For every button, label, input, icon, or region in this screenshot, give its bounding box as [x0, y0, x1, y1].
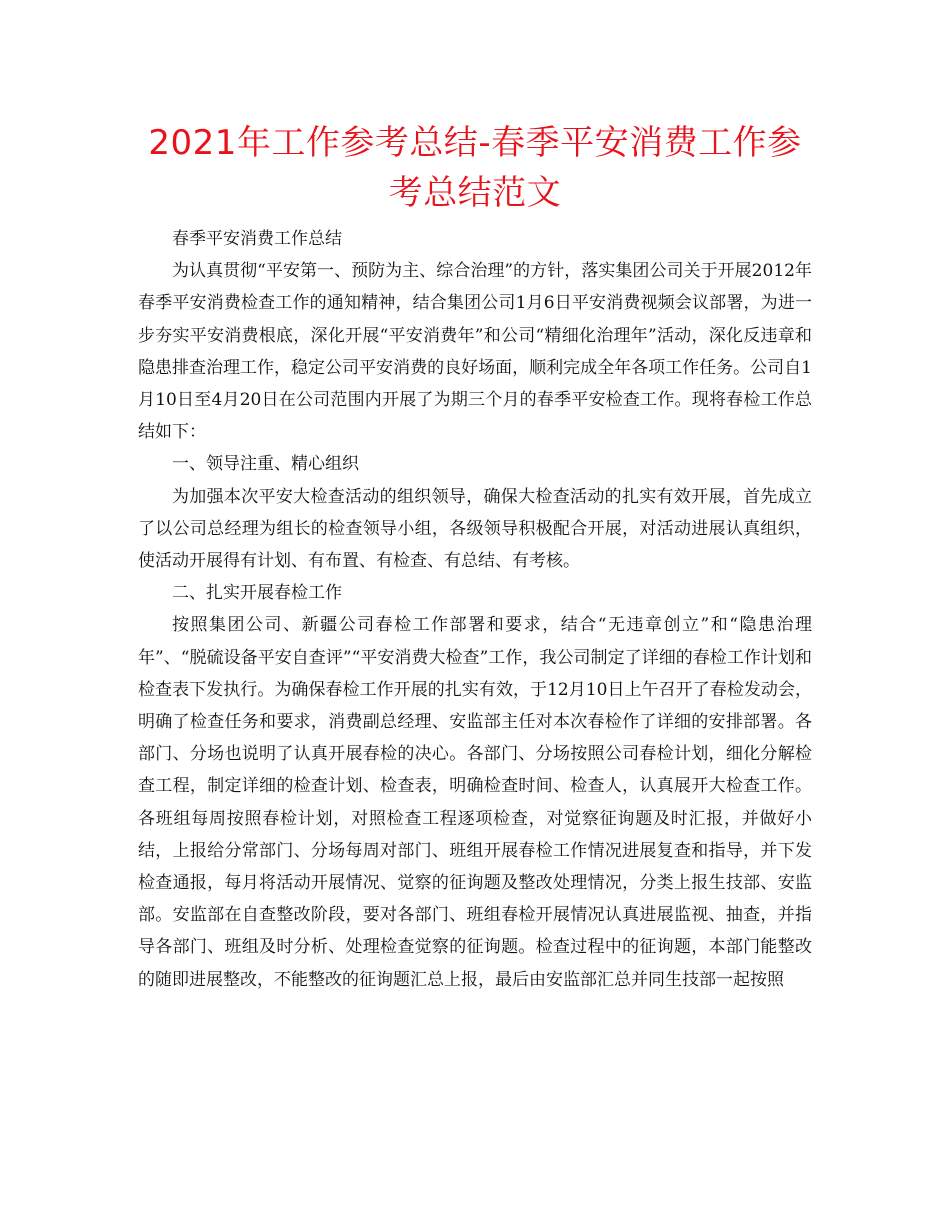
document-body	[138, 223, 812, 996]
section-heading-1: 一、领导注重、精心组织	[172, 454, 359, 475]
paragraph-intro: 为认真贯彻“平安第一、预防为主、综合治理”的方针，落实集团公司关于开展2012年春季平安消费检查工作的通知精神，结合集团公司1月6日平安消费视频会议部署，为进一步夯实平安消费根底，深化开展“平安消费年”和公司“精细化治理年”活动，深化反违章和隐患排查治理工作，稳定公司平安消费的良好场面，顺利完成全年各项工作任务。公司自1月10日至4月20日在公司范围内开展了为期三个月的春季平安检查工作。现将春检工作总结如下：	[138, 261, 812, 443]
document-title: 2021年工作参考总结-春季平安消费工作参考总结范文	[148, 123, 802, 213]
paragraph-section-2: 按照集团公司、新疆公司春检工作部署和要求，结合“无违章创立”和“隐患治理年”、“脱硫设备平安自查评”“平安消费大检查”工作，我公司制定了详细的春检工作计划和检查表下发执行。为确保春检工作开展的扎实有效，于12月10日上午召开了春检发动会，明确了检查任务和要求，消费副总经理、安监部主任对本次春检作了详细的安排部署。各部门、分场也说明了认真开展春检的决心。各部门、分场按照公司春检计划，细化分解检查工程，制定详细的检查计划、检查表，明确检查时间、检查人，认真展开大检查工作。各班组每周按照春检计划，对照检查工程逐项检查，对觉察征询题及时汇报，并做好小结，上报给分常部门、分场每周对部门、班组开展春检工作情况进展复查和指导，并下发检查通报，每月将活动开展情况、觉察的征询题及整改处理情况，分类上报生技部、安监部。安监部在自查整改阶段，要对各部门、班组春检开展情况认真进展监视、抽查，并指导各部门、班组及时分析、处理检查觉察的征询题。检查过程中的征询题，本部门能整改的随即进展整改，不能整改的征询题汇总上报，最后由安监部汇总并同生技部一起按照	[138, 615, 812, 990]
paragraph-section-1: 为加强本次平安大检查活动的组织领导，确保大检查活动的扎实有效开展，首先成立了以公司总经理为组长的检查领导小组，各级领导积极配合开展，对活动进展认真组织，使活动开展得有计划、有布置、有检查、有总结、有考核。	[138, 486, 812, 572]
section-heading-2: 二、扎实开展春检工作	[172, 583, 342, 604]
paragraph-subtitle: 春季平安消费工作总结	[172, 229, 342, 249]
